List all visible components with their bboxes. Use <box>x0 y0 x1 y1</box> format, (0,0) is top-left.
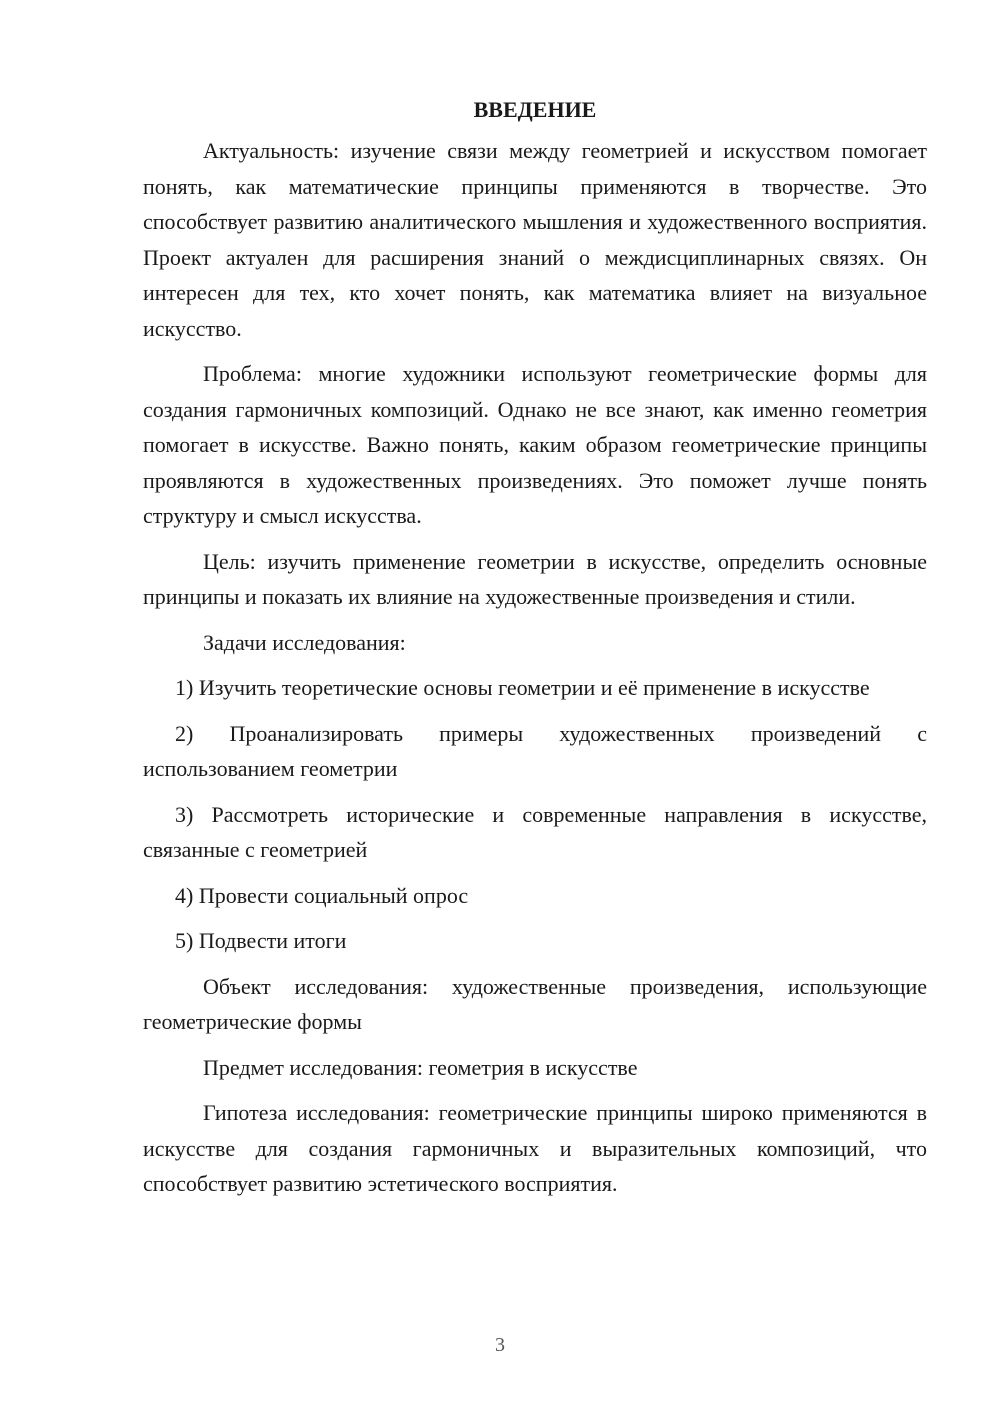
tasks-list <box>143 670 927 959</box>
list-item: 5) Подвести итоги <box>175 928 347 953</box>
paragraph-hypothesis: Гипотеза исследования: геометрические принципы широко применяются в искусстве для создания гармоничных и выразительных композиций, что способствует развитию эстетического восприятия. <box>143 1100 927 1196</box>
page-number: 3 <box>495 1334 505 1356</box>
list-item: 1) Изучить теоретические основы геометрии и её применение в искусстве <box>175 675 870 700</box>
list-item: 4) Провести социальный опрос <box>175 882 469 908</box>
paragraph-relevance: Актуальность: изучение связи между геометрией и искусством помогает понять, как математические принципы применяются в творчестве. Это способствует развитию аналитического мышления и художественного восприятия. Проект актуален для расширения знаний о междисциплинарных связях. Он интересен для тех, кто хочет понять, как математика влияет на визуальное искусство. <box>143 138 927 341</box>
list-item: 3) Рассмотреть исторические и современные направления в искусстве, связанные с геометрией <box>143 801 927 862</box>
tasks-heading: Задачи исследования: <box>203 629 406 655</box>
paragraph-problem: Проблема: многие художники используют геометрические формы для создания гармоничных композиций. Однако не все знают, как именно геометрия помогает в искусстве. Важно понять, каким образом геометрические принципы проявляются в художественных произведениях. Это поможет лучше понять структуру и смысл искусства. <box>143 361 927 528</box>
document-page <box>143 92 927 1212</box>
paragraph-subject: Предмет исследования: геометрия в искусстве <box>203 1054 638 1080</box>
paragraph-object: Объект исследования: художественные произведения, использующие геометрические формы <box>143 973 927 1034</box>
paragraph-goal: Цель: изучить применение геометрии в искусстве, определить основные принципы и показать их влияние на художественные произведения и стили. <box>143 548 927 609</box>
section-title: ВВЕДЕНИЕ <box>473 97 597 122</box>
list-item: 2) Проанализировать примеры художественных произведений с использованием геометрии <box>143 720 927 781</box>
